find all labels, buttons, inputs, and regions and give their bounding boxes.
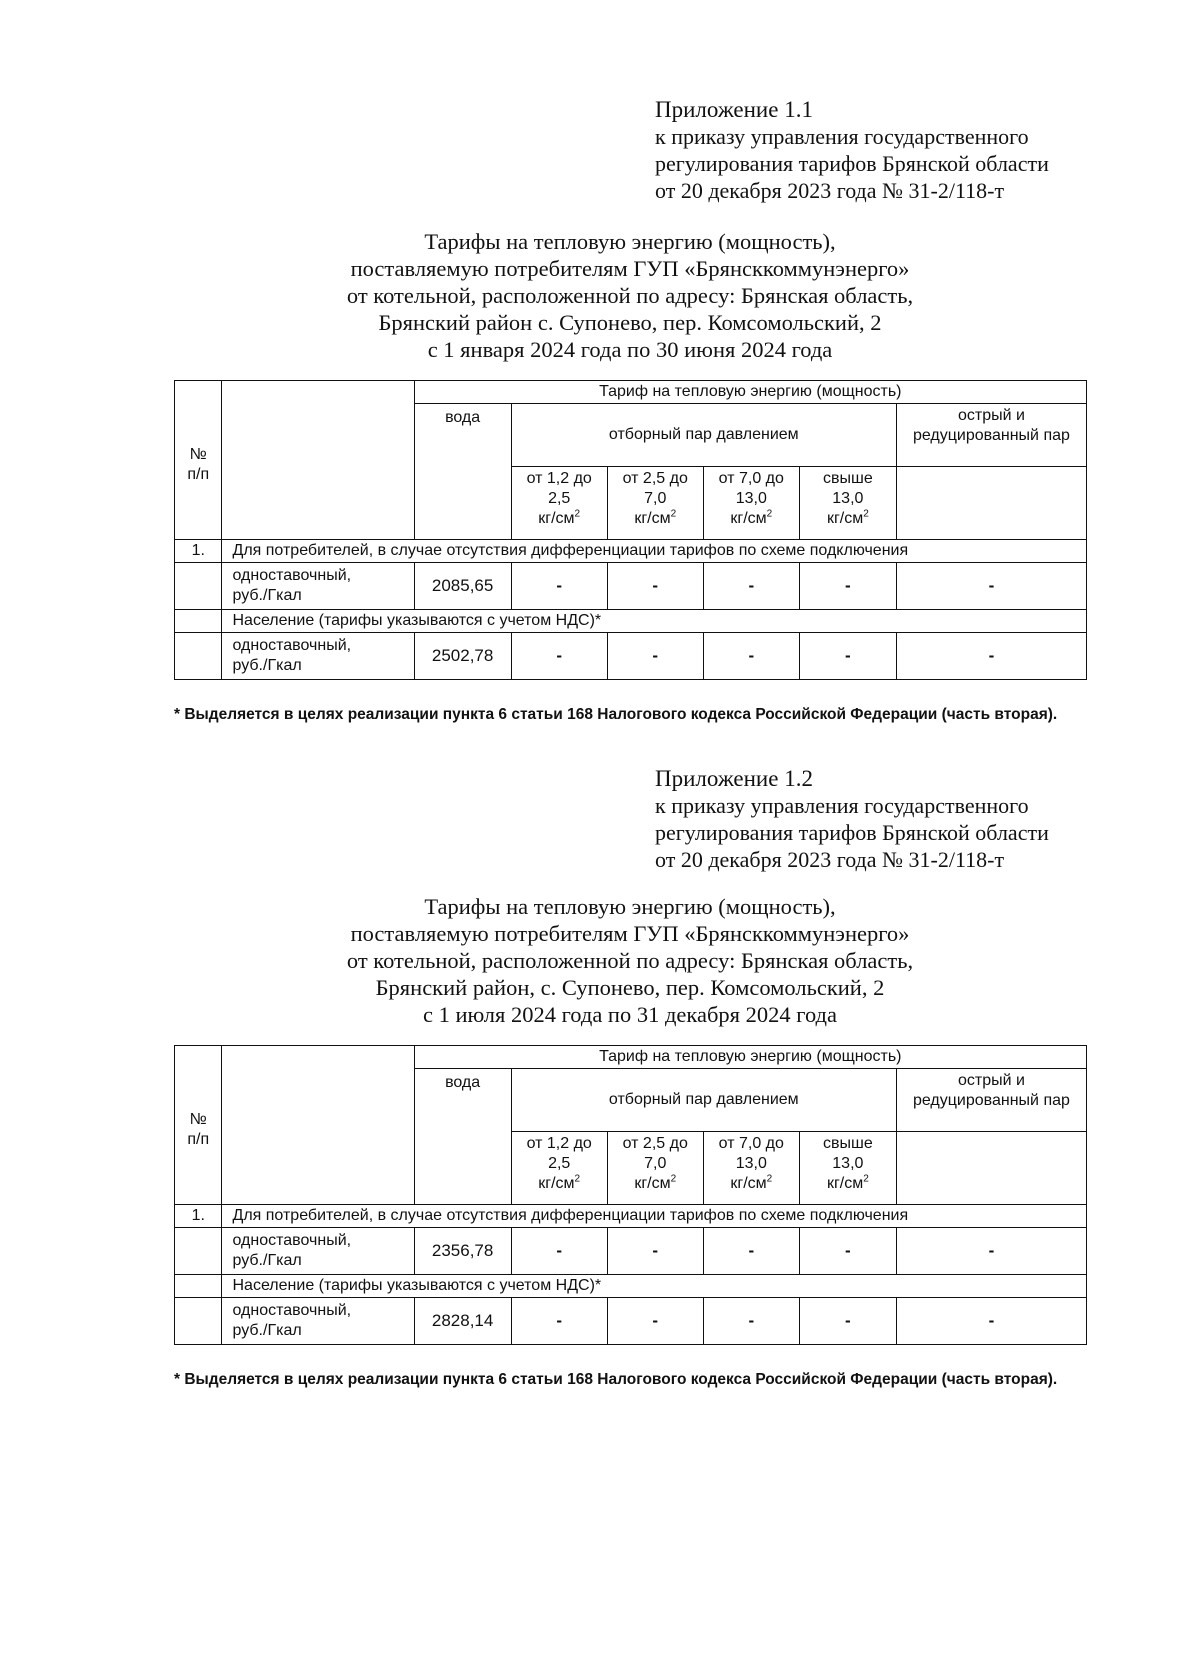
appendix-block: [655, 96, 1049, 204]
heading-line: от котельной, расположенной по адресу: Брянская область,: [346, 948, 914, 973]
empty-cell: [175, 633, 222, 680]
footnote: * Выделяется в целях реализации пункта 6 статьи 168 Налогового кодекса Российской Федерации (часть вторая).: [174, 1371, 1058, 1388]
unit-text: кг/см: [538, 510, 575, 527]
dash-cell: -: [703, 1228, 799, 1275]
pressure-col-header: [703, 467, 799, 540]
appendix-line: регулирования тарифов Брянской области: [655, 151, 1049, 176]
dash-cell: -: [703, 1298, 799, 1345]
appendix-title: Приложение 1.2: [655, 766, 813, 791]
pressure-unit: [608, 509, 703, 529]
dash-cell: -: [511, 633, 607, 680]
pressure-col-header: [703, 1132, 799, 1205]
unit-exponent: 2: [863, 508, 869, 520]
group-label: Для потребителей, в случае отсутствия дифференциации тарифов по схеме подключения: [222, 1205, 1087, 1228]
group-label: Для потребителей, в случае отсутствия дифференциации тарифов по схеме подключения: [222, 540, 1087, 563]
appendix-line: к приказу управления государственного: [655, 793, 1029, 818]
pressure-unit: [512, 1174, 607, 1194]
tariff-table: [174, 1045, 1087, 1345]
heading-line: Брянский район, с. Супонево, пер. Комсомольский, 2: [375, 975, 885, 1000]
empty-cell: [896, 1132, 1086, 1205]
unit-exponent: 2: [574, 1173, 581, 1185]
col-steam-header: отборный пар давлением: [511, 404, 896, 467]
dash-cell: -: [607, 563, 703, 610]
group-label: Население (тарифы указываются с учетом НДС)*: [222, 1275, 1087, 1298]
row-label: одноставочный, руб./Гкал: [222, 633, 414, 680]
col-number-header: № п/п: [175, 1046, 222, 1205]
pressure-col-header: [799, 1132, 896, 1205]
tariff-main-header: Тариф на тепловую энергию (мощность): [414, 1046, 1086, 1069]
tariff-main-header: Тариф на тепловую энергию (мощность): [414, 381, 1086, 404]
heading-line: с 1 июля 2024 года по 31 декабря 2024 года: [423, 1002, 837, 1027]
dash-cell: -: [799, 563, 896, 610]
unit-exponent: 2: [670, 1173, 677, 1185]
pressure-unit: [704, 509, 799, 529]
pressure-unit: [800, 509, 896, 529]
col-steam-header: отборный пар давлением: [511, 1069, 896, 1132]
pressure-unit: [800, 1174, 896, 1194]
dash-cell: -: [896, 1228, 1086, 1275]
dash-cell: -: [799, 1228, 896, 1275]
pressure-range: от 2,5 до 7,0: [622, 1135, 688, 1172]
dash-cell: -: [799, 1298, 896, 1345]
unit-text: кг/см: [826, 510, 864, 527]
water-value: 2828,14: [414, 1298, 511, 1345]
unit-exponent: 2: [766, 1173, 773, 1185]
tariff-heading: [250, 893, 1010, 1028]
empty-cell: [175, 610, 222, 633]
pressure-range: свыше 13,0: [822, 470, 873, 507]
unit-exponent: 2: [670, 508, 677, 520]
water-value: 2502,78: [414, 633, 511, 680]
table-row: [175, 1228, 1087, 1275]
dash-cell: -: [607, 1228, 703, 1275]
unit-exponent: 2: [574, 508, 581, 520]
empty-cell: [896, 467, 1086, 540]
appendix-line: от 20 декабря 2023 года № 31-2/118-т: [655, 178, 1005, 203]
pressure-col-header: [607, 1132, 703, 1205]
table-row: [175, 1298, 1087, 1345]
col-water-header: вода: [414, 1069, 511, 1205]
table-row: [175, 633, 1087, 680]
pressure-unit: [704, 1174, 799, 1194]
group-label: Население (тарифы указываются с учетом НДС)*: [222, 610, 1087, 633]
appendix-line: к приказу управления государственного: [655, 124, 1029, 149]
col-label-header: [222, 1046, 414, 1205]
pressure-col-header: [607, 467, 703, 540]
pressure-range: от 2,5 до 7,0: [622, 470, 688, 507]
dash-cell: -: [511, 1228, 607, 1275]
col-hot-steam-header: острый и редуцированный пар: [896, 1069, 1086, 1132]
unit-text: кг/см: [634, 510, 671, 527]
dash-cell: -: [799, 633, 896, 680]
pressure-range: от 1,2 до 2,5: [526, 1135, 592, 1172]
appendix-line: от 20 декабря 2023 года № 31-2/118-т: [655, 847, 1005, 872]
unit-text: кг/см: [826, 1175, 864, 1192]
empty-cell: [175, 563, 222, 610]
row-label: одноставочный, руб./Гкал: [222, 563, 414, 610]
table-row: [175, 563, 1087, 610]
unit-text: кг/см: [634, 1175, 671, 1192]
header-row: [175, 1046, 1087, 1069]
unit-exponent: 2: [766, 508, 773, 520]
row-label: одноставочный, руб./Гкал: [222, 1298, 414, 1345]
group-row: [175, 1205, 1087, 1228]
dash-cell: -: [703, 563, 799, 610]
group-row: [175, 540, 1087, 563]
unit-text: кг/см: [538, 1175, 575, 1192]
water-value: 2356,78: [414, 1228, 511, 1275]
dash-cell: -: [511, 563, 607, 610]
appendix-block: [655, 765, 1049, 873]
empty-cell: [175, 1275, 222, 1298]
dash-cell: -: [511, 1298, 607, 1345]
water-value: 2085,65: [414, 563, 511, 610]
pressure-range: от 7,0 до 13,0: [718, 1135, 784, 1172]
group-number: 1.: [175, 540, 222, 563]
col-hot-steam-header: острый и редуцированный пар: [896, 404, 1086, 467]
tariff-heading: [250, 228, 1010, 363]
dash-cell: -: [607, 1298, 703, 1345]
tariff-table: [174, 380, 1087, 680]
empty-cell: [175, 1228, 222, 1275]
row-label: одноставочный, руб./Гкал: [222, 1228, 414, 1275]
col-number-header: № п/п: [175, 381, 222, 540]
col-water-header: вода: [414, 404, 511, 540]
group-row: [175, 610, 1087, 633]
group-row: [175, 1275, 1087, 1298]
dash-cell: -: [607, 633, 703, 680]
empty-cell: [175, 1298, 222, 1345]
heading-line: поставляемую потребителям ГУП «Брянсккоммунэнерго»: [350, 921, 910, 946]
pressure-unit: [512, 509, 607, 529]
pressure-range: от 1,2 до 2,5: [526, 470, 592, 507]
dash-cell: -: [896, 633, 1086, 680]
pressure-col-header: [511, 467, 607, 540]
group-number: 1.: [175, 1205, 222, 1228]
dash-cell: -: [896, 1298, 1086, 1345]
heading-line: от котельной, расположенной по адресу: Брянская область,: [346, 283, 914, 308]
pressure-unit: [608, 1174, 703, 1194]
heading-line: с 1 января 2024 года по 30 июня 2024 года: [427, 337, 833, 362]
header-row: [175, 381, 1087, 404]
unit-text: кг/см: [730, 1175, 767, 1192]
appendix-title: Приложение 1.1: [655, 97, 813, 122]
dash-cell: -: [896, 563, 1086, 610]
heading-line: поставляемую потребителям ГУП «Брянсккоммунэнерго»: [350, 256, 910, 281]
heading-line: Тарифы на тепловую энергию (мощность),: [424, 894, 836, 919]
pressure-range: свыше 13,0: [822, 1135, 873, 1172]
pressure-range: от 7,0 до 13,0: [718, 470, 784, 507]
heading-line: Тарифы на тепловую энергию (мощность),: [424, 229, 836, 254]
col-label-header: [222, 381, 414, 540]
heading-line: Брянский район с. Супонево, пер. Комсомольский, 2: [378, 310, 882, 335]
pressure-col-header: [511, 1132, 607, 1205]
appendix-line: регулирования тарифов Брянской области: [655, 820, 1049, 845]
dash-cell: -: [703, 633, 799, 680]
pressure-col-header: [799, 467, 896, 540]
unit-exponent: 2: [863, 1173, 869, 1185]
unit-text: кг/см: [730, 510, 767, 527]
footnote: * Выделяется в целях реализации пункта 6 статьи 168 Налогового кодекса Российской Федерации (часть вторая).: [174, 706, 1058, 723]
